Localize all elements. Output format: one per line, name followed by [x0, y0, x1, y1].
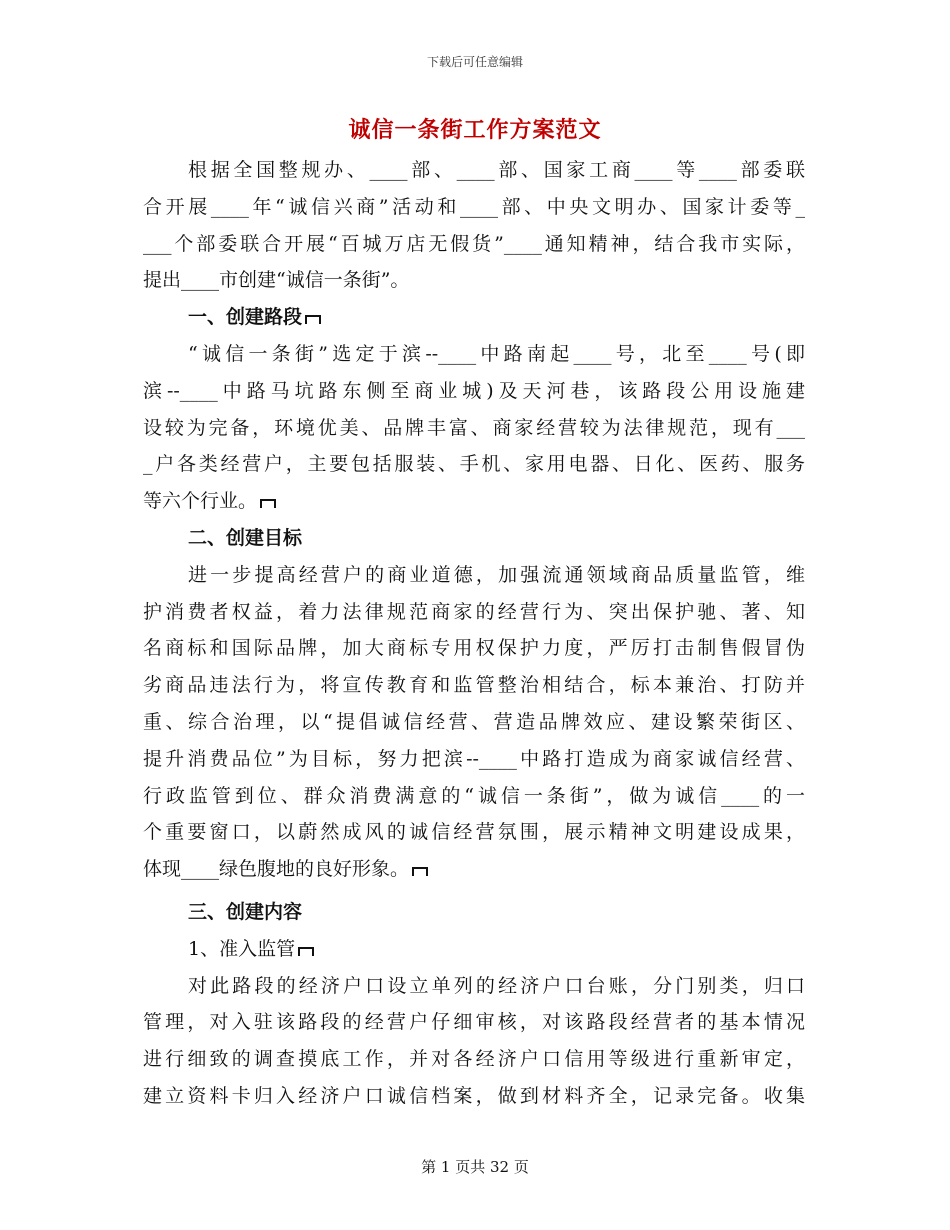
line-text: ___个部委联合开展“百城万店无假货”____通知精神，结合我市实际，	[143, 232, 805, 255]
line-text: 根据全国整规办、____部、____部、国家工商____等____部委联	[188, 159, 805, 181]
text-line	[143, 931, 805, 968]
paragraph-mark-icon	[411, 867, 429, 877]
text-line	[143, 851, 805, 888]
line-text: “诚信一条街”选定于滨--____中路南起____号，北至____号(即	[188, 342, 805, 365]
text-line	[143, 226, 805, 263]
section-heading	[143, 299, 805, 336]
document-body	[143, 152, 805, 1115]
text-line	[143, 778, 805, 815]
text-line	[143, 741, 805, 778]
text-line	[143, 814, 805, 851]
line-text: 进行细致的调查摸底工作，并对各经济户口信用等级进行重新审定，	[143, 1048, 805, 1071]
page-header: 下载后可任意编辑	[426, 55, 523, 69]
text-line	[143, 968, 805, 1005]
line-text: 行政监管到位、群众消费满意的“诚信一条街”，做为诚信____的一	[143, 784, 805, 807]
text-line	[143, 630, 805, 667]
line-text: 提出____市创建“诚信一条街”。	[143, 269, 410, 292]
text-line	[143, 446, 805, 483]
line-text: 管理，对入驻该路段的经营户仔细审核，对该路段经营者的基本情况	[143, 1011, 805, 1034]
line-text: 合开展____年“诚信兴商”活动和____部、中央文明办、国家计委等_	[143, 195, 805, 218]
text-line	[143, 262, 805, 299]
line-text: 体现____绿色腹地的良好形象。	[143, 858, 410, 881]
paragraph-mark-icon	[297, 947, 315, 957]
text-line	[143, 189, 805, 226]
text-line	[143, 152, 805, 189]
line-text: 个重要窗口，以蔚然成风的诚信经营氛围，展示精神文明建设成果，	[143, 821, 805, 844]
text-line	[143, 667, 805, 704]
section-heading	[143, 894, 805, 931]
text-line	[143, 557, 805, 594]
text-line	[143, 704, 805, 741]
line-text: 名商标和国际品牌，加大商标专用权保护力度，严厉打击制售假冒伪	[143, 637, 805, 660]
text-line	[143, 336, 805, 373]
paragraph-mark-icon	[259, 499, 277, 509]
text-line	[143, 483, 805, 520]
line-text: 二、创建目标	[188, 526, 303, 549]
line-text: 提升消费品位”为目标，努力把滨--____中路打造成为商家诚信经营、	[143, 747, 805, 770]
page-footer: 第 1 页共 32 页	[421, 1158, 529, 1176]
line-text: 设较为完备，环境优美、品牌丰富、商家经营较为法律规范，现有___	[143, 416, 805, 439]
line-text: 一、创建路段	[188, 306, 303, 329]
text-line	[143, 1078, 805, 1115]
line-text: 重、综合治理，以“提倡诚信经营、营造品牌效应、建设繁荣街区、	[143, 710, 805, 733]
text-line	[143, 1041, 805, 1078]
line-text: 护消费者权益，着力法律规范商家的经营行为、突出保护驰、著、知	[143, 600, 805, 623]
line-text: 劣商品违法行为，将宣传教育和监管整治相结合，标本兼治、打防并	[143, 674, 805, 697]
line-text: 滨--____中路马坑路东侧至商业城)及天河巷，该路段公用设施建	[143, 379, 805, 402]
line-text: 进一步提高经营户的商业道德，加强流通领域商品质量监管，维	[188, 563, 805, 586]
line-text: 对此路段的经济户口设立单列的经济户口台账，分门别类，归口	[188, 974, 805, 997]
document-title: 诚信一条街工作方案范文	[348, 117, 602, 143]
line-text: 等六个行业。	[143, 490, 258, 513]
text-line	[143, 373, 805, 410]
paragraph-mark-icon	[304, 315, 322, 325]
text-line	[143, 1004, 805, 1041]
line-text: _户各类经营户，主要包括服装、手机、家用电器、日化、医药、服务	[143, 453, 805, 476]
text-line	[143, 594, 805, 631]
text-line	[143, 410, 805, 447]
line-text: 1、准入监管	[188, 937, 296, 960]
line-text: 建立资料卡归入经济户口诚信档案，做到材料齐全，记录完备。收集	[143, 1084, 805, 1107]
line-text: 三、创建内容	[188, 900, 303, 923]
section-heading	[143, 520, 805, 557]
